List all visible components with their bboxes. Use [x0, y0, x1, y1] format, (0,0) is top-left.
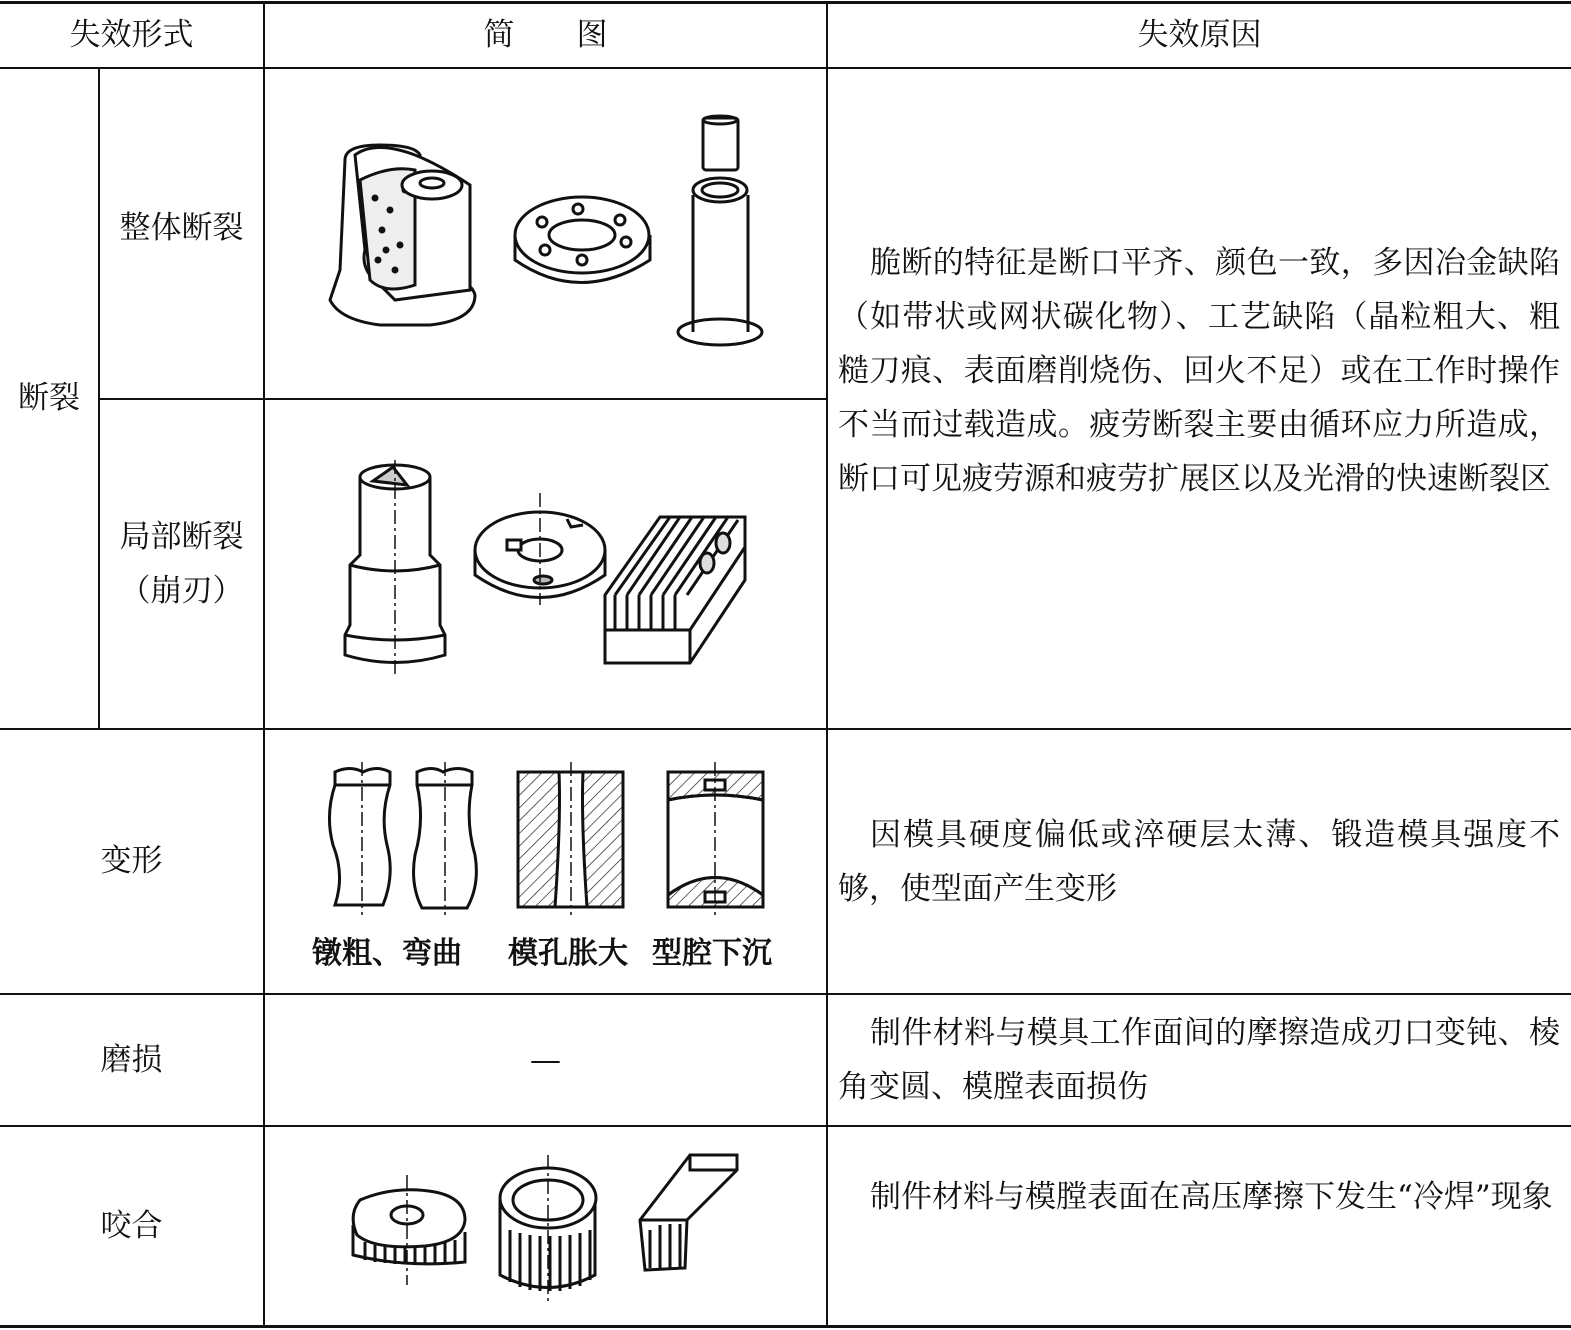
galled-washer-figure [353, 1175, 465, 1285]
chipped-block-figure [605, 517, 745, 663]
deformation-label: 变形 [100, 843, 163, 880]
wear-sketch-placeholder: — [530, 1041, 561, 1078]
partial-fracture-sketch [335, 455, 755, 680]
sunk-cavity-figure [668, 762, 763, 915]
header-form: 失效形式 [69, 16, 194, 53]
wear-label: 磨损 [100, 1041, 163, 1078]
galled-tool-tip-figure [640, 1155, 737, 1270]
bulged-punch-figure [414, 762, 477, 915]
partial-fracture-label-line1: 局部断裂 [119, 519, 244, 555]
chipped-punch-figure [345, 460, 445, 675]
caption-upset-bend: 镦粗、弯曲 [312, 936, 462, 971]
chipped-ring-figure [475, 493, 605, 605]
deformation-cause: 因模具硬度偏低或淬硬层太薄、锻造模具强度不够，使型面产生变形 [838, 817, 1560, 907]
deformation-sketch [325, 760, 770, 920]
expanded-die-hole-figure [518, 762, 623, 915]
ring-die-figure [515, 197, 650, 283]
wear-cause: 制件材料与模具工作面间的摩擦造成刃口变钝、棱角变圆、模膛表面损伤 [838, 1015, 1560, 1105]
whole-fracture-label: 整体断裂 [119, 210, 244, 247]
galling-sketch [345, 1150, 745, 1310]
caption-cavity-sink: 型腔下沉 [652, 936, 772, 971]
galling-cause: 制件材料与模膛表面在高压摩擦下发生“冷焊”现象 [870, 1179, 1553, 1215]
table-border-bottom [0, 1325, 1571, 1328]
broken-punch-figure [330, 145, 475, 325]
rule-col-sketch [263, 3, 265, 1326]
fracture-label: 断裂 [18, 380, 80, 417]
galling-label: 咬合 [100, 1207, 163, 1244]
partial-fracture-label-line2: （崩刃） [119, 573, 244, 609]
whole-fracture-sketch [320, 110, 780, 355]
header-cause: 失效原因 [1137, 16, 1262, 53]
slender-punch-figure [678, 116, 762, 345]
bent-punch-figure [329, 762, 390, 915]
galled-sleeve-figure [500, 1155, 596, 1305]
fracture-cause: 脆断的特征是断口平齐、颜色一致，多因冶金缺陷（如带状或网状碳化物）、工艺缺陷（晶粒粗大、粗糙刀痕、表面磨削烧伤、回火不足）或在工作时操作不当而过载造成。疲劳断裂主要由循环应力所造成，断口可见疲劳源和疲劳扩展区以及光滑的快速断裂区 [838, 245, 1560, 497]
caption-hole-expand: 模孔胀大 [508, 936, 628, 971]
rule-col-cause [826, 3, 828, 1326]
partial-fracture-label [100, 400, 263, 728]
header-sketch: 简 图 [483, 16, 608, 53]
